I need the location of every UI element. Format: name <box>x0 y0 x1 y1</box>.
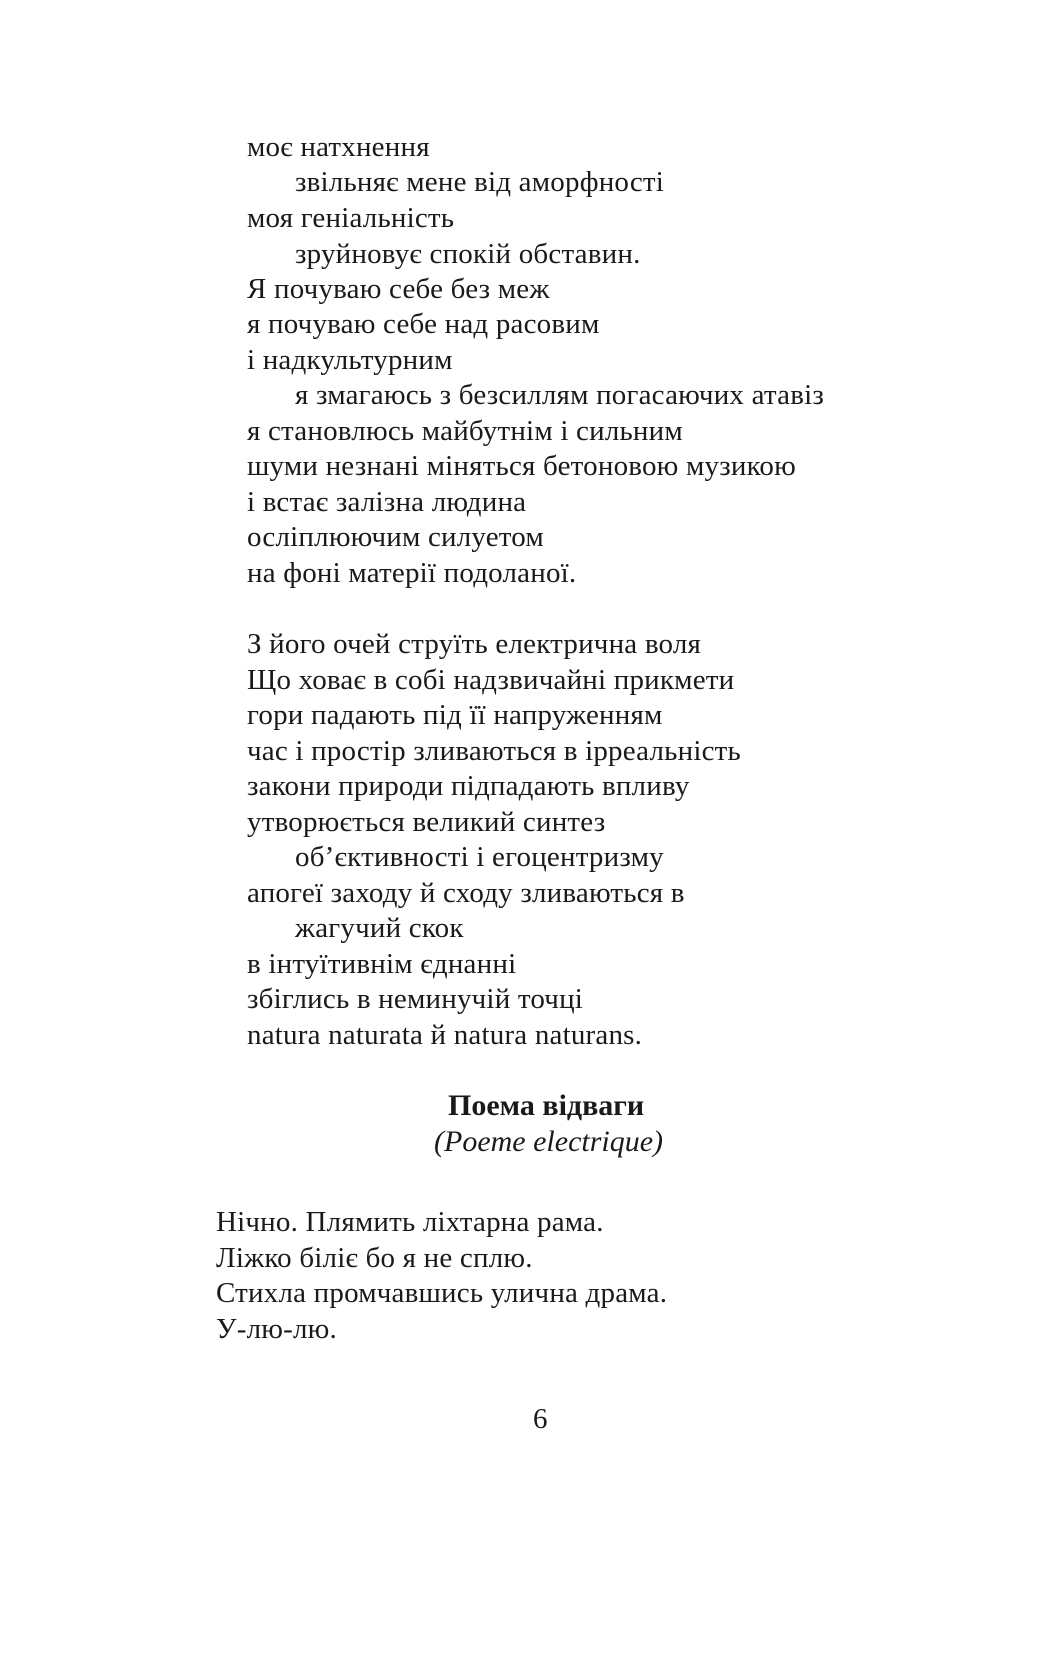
page-number: 6 <box>533 1403 548 1435</box>
poem-line: Нічно. Плямить ліхтарна рама. <box>216 1206 604 1238</box>
poem-line: гори падають під її напруженням <box>247 699 663 731</box>
poem-line: об’єктивності і егоцентризму <box>295 841 664 873</box>
poem-line: і надкультурним <box>247 344 453 376</box>
poem-line: Я почуваю себе без меж <box>247 273 550 305</box>
poem-line: жагучий скок <box>295 912 464 944</box>
poem-line: зруйновує спокій обставин. <box>295 238 641 270</box>
poem-line: У-лю-лю. <box>216 1313 337 1345</box>
poem-line: на фоні матерії подоланої. <box>247 557 577 589</box>
poem-line: Що ховає в собі надзвичайні прикмети <box>247 664 735 696</box>
poem-line: я становлюсь майбутнім і сильним <box>247 415 683 447</box>
poem-line: я почуваю себе над расовим <box>247 308 600 340</box>
poem-line: апогеї заходу й сходу зливаються в <box>247 877 685 909</box>
poem-line: в інтуїтивнім єднанні <box>247 948 517 980</box>
poem-line: Стихла промчавшись улична драма. <box>216 1277 668 1309</box>
poem-line: natura naturata й natura naturans. <box>247 1019 643 1051</box>
poem-line: осліплюючим силуетом <box>247 521 544 553</box>
poem-line: утворюється великий синтез <box>247 806 606 838</box>
poem-line: звільняє мене від аморфності <box>295 166 665 198</box>
poem-line: моє натхнення <box>247 131 430 163</box>
poem-line: і встає залізна людина <box>247 486 527 518</box>
poem-line: час і простір зливаються в ірреальність <box>247 735 741 767</box>
poem-line: шуми незнані міняться бетоновою музикою <box>247 450 796 482</box>
poem-line: я змагаюсь з безсиллям погасаючих атавіз <box>295 379 824 411</box>
poem-subtitle: (Poeme electrique) <box>434 1125 664 1158</box>
poem-line: моя геніальність <box>247 202 455 234</box>
poem-line: Ліжко біліє бо я не сплю. <box>216 1242 533 1274</box>
poem-line: збіглись в неминучій точці <box>247 983 584 1015</box>
poem-line: З його очей струїть електрична воля <box>247 628 702 660</box>
poem-title: Поема відваги <box>448 1089 645 1122</box>
poem-line: закони природи підпадають впливу <box>247 770 690 802</box>
